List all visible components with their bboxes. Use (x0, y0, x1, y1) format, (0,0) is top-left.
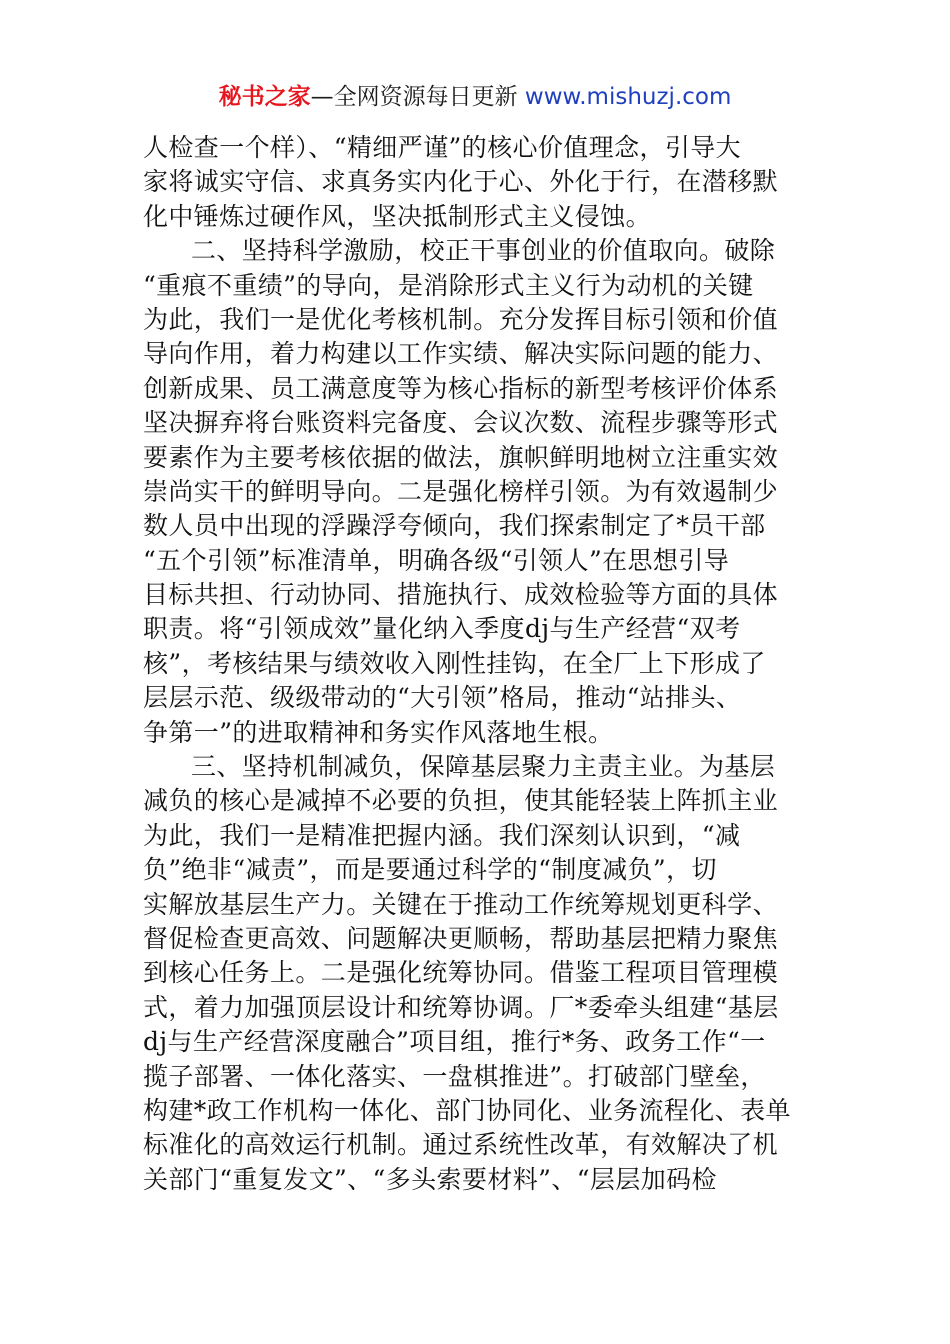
page-header (0, 82, 950, 112)
brand-name: 秘书之家 (218, 84, 311, 110)
text-line: 关部门“重复发文”、“多头索要材料”、“层层加码检 (143, 1164, 717, 1194)
website-link[interactable]: www.mishuzj.com (524, 84, 732, 110)
text-line: 为此，我们一是优化考核机制。充分发挥目标引领和价值 (143, 304, 779, 334)
text-line: 创新成果、员工满意度等为核心指标的新型考核评价体系 (143, 373, 779, 403)
text-line: 揽子部署、一体化落实、一盘棋推进”。打破部门壁垒， (143, 1061, 766, 1091)
paragraph-first-line: 三、坚持机制减负，保障基层聚力主责主业。为基层 (191, 752, 776, 782)
text-line: 到核心任务上。二是强化统筹协同。借鉴工程项目管理模 (143, 958, 779, 988)
text-line: 式，着力加强顶层设计和统筹协调。厂*委牵头组建“基层 (143, 992, 779, 1022)
text-line: 职责。将“引领成效”量化纳入季度dj与生产经营“双考 (143, 614, 741, 644)
text-line: 督促检查更高效、问题解决更顺畅，帮助基层把精力聚焦 (143, 923, 779, 953)
text-line: 层层示范、级级带动的“大引领”格局，推动“站排头、 (143, 683, 742, 713)
text-line: 为此，我们一是精准把握内涵。我们深刻认识到，“减 (143, 820, 741, 850)
text-line: 实解放基层生产力。关键在于推动工作统筹规划更科学、 (143, 889, 779, 919)
text-line: “重痕不重绩”的导向，是消除形式主义行为动机的关键 (143, 270, 754, 300)
text-line: 标准化的高效运行机制。通过系统性改革，有效解决了机 (143, 1130, 779, 1160)
text-line: 数人员中出现的浮躁浮夸倾向，我们探索制定了*员干部 (143, 511, 766, 541)
text-line: 要素作为主要考核依据的做法，旗帜鲜明地树立注重实效 (143, 442, 779, 472)
text-line: 构建*政工作机构一体化、部门协同化、业务流程化、表单 (143, 1095, 791, 1125)
document-body (143, 131, 807, 1197)
text-line: 化中锤炼过硬作风，坚决抵制形式主义侵蚀。 (143, 201, 652, 231)
text-line: 目标共担、行动协同、措施执行、成效检验等方面的具体 (143, 580, 779, 610)
paragraph-first-line: 二、坚持科学激励，校正干事创业的价值取向。破除 (191, 236, 776, 266)
text-line: 负”绝非“减责”，而是要通过科学的“制度减负”，切 (143, 855, 717, 885)
text-line: 核”，考核结果与绩效收入刚性挂钩，在全厂上下形成了 (143, 648, 766, 678)
text-line: 减负的核心是减掉不必要的负担，使其能轻装上阵抓主业 (143, 786, 779, 816)
text-line: dj与生产经营深度融合”项目组，推行*务、政务工作“一 (143, 1027, 766, 1057)
header-tagline: —全网资源每日更新 (310, 84, 518, 110)
text-line: 坚决摒弃将台账资料完备度、会议次数、流程步骤等形式 (143, 408, 779, 438)
text-line: “五个引领”标准清单，明确各级“引领人”在思想引导 (143, 545, 730, 575)
text-line: 家将诚实守信、求真务实内化于心、外化于行，在潜移默 (143, 167, 779, 197)
text-line: 人检查一个样）、“精细严谨”的核心价值理念，引导大 (143, 133, 742, 162)
text-line: 争第一”的进取精神和务实作风落地生根。 (143, 717, 614, 747)
text-line: 导向作用，着力构建以工作实绩、解决实际问题的能力、 (143, 339, 779, 369)
text-line: 崇尚实干的鲜明导向。二是强化榜样引领。为有效遏制少 (143, 476, 779, 506)
